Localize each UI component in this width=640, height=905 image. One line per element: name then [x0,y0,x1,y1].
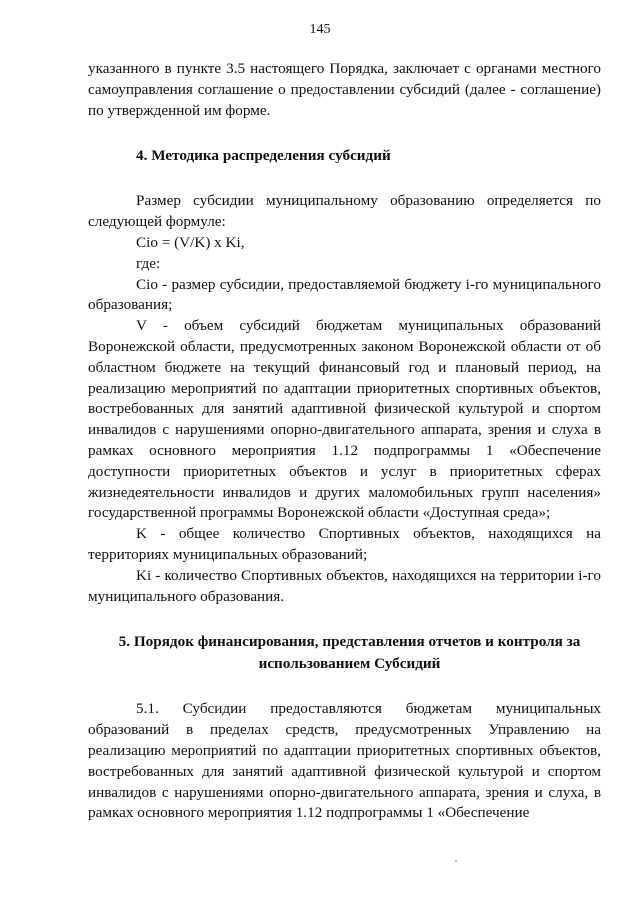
section-5-title: 5. Порядок финансирования, представления отчетов и контроля за использованием Субсидий [118,633,581,673]
intro-paragraph: указанного в пункте 3.5 настоящего Порядка, заключает с органами местного самоуправления соглашение о предоставлении субсидий (далее - соглашение) по утвержденной им форме. [88,60,601,119]
section-4-paragraph-1: Размер субсидии муниципальному образованию определяется по следующей формуле: [88,192,601,231]
definition-k: K - общее количество Спортивных объектов, находящихся на территориях муниципальных образований; [88,525,601,563]
section-5-paragraph-1: 5.1. Субсидии предоставляются бюджетам муниципальных образований в пределах средств, предусмотренных Управлению на реализацию мероприятий по адаптации приоритетных спортивных объектов, востребованных для занятий адаптивной физической культурой и спортом инвалидов с нарушениями опорно-двигательного аппарата, зрения и слуха, в рамках основного мероприятия 1.12 подпрограммы 1 «Обеспечение [88,700,601,822]
definition-cio: Cio - размер субсидии, предоставляемой бюджету i-го муниципального образования; [88,275,601,314]
formula-where-label: где: [136,254,161,272]
subsidy-formula: Cio = (V/K) x Ki, [136,233,245,251]
section-4-title: 4. Методика распределения субсидий [136,147,391,165]
definition-ki: Ki - количество Спортивных объектов, находящихся на территории i-го муниципального образования. [88,566,601,605]
definition-v: V - объем субсидий бюджетам муниципальных образований Воронежской области, предусмотренных законом Воронежской области от об областном бюджете на текущий финансовый год и плановый период, на реализацию мероприятий по адаптации приоритетных спортивных объектов, востребованных для занятий адаптивной физической культурой и спортом инвалидов с нарушениями опорно-двигательного аппарата, зрения и слуха в рамках основного мероприятия 1.12 подпрограммы 1 «Обеспечение доступности приоритетных объектов и услуг в приоритетных сферах жизнедеятельности инвалидов и других маломобильных групп населения» государственной программы Воронежской области «Доступная среда»; [88,317,601,522]
page-content [88,59,601,824]
scan-dot [455,860,457,862]
page-number: 145 [309,22,331,37]
